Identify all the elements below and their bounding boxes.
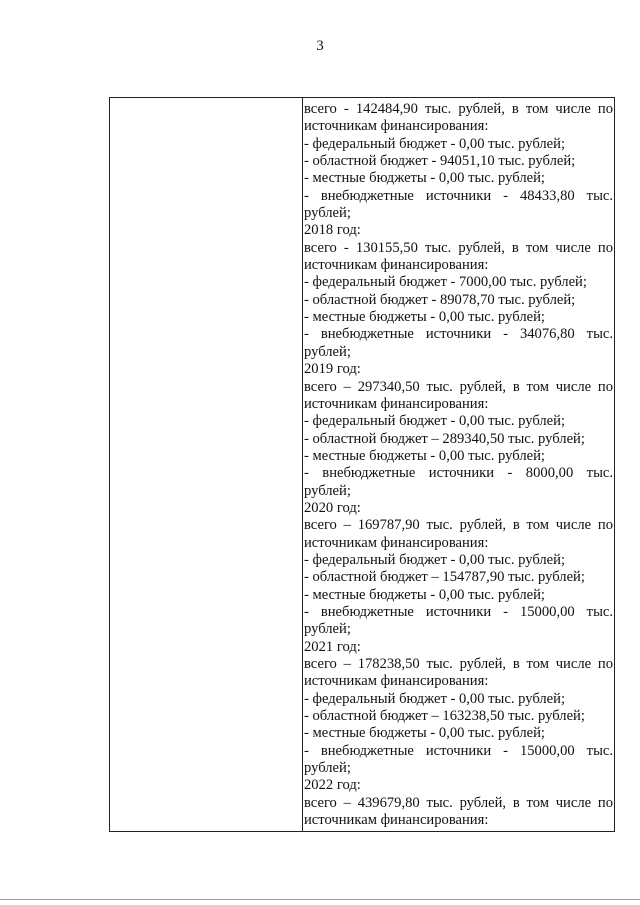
text-line: - федеральный бюджет - 0,00 тыс. рублей;: [304, 413, 566, 430]
text-line: - местные бюджеты - 0,00 тыс. рублей;: [304, 309, 545, 326]
text-line: всего – 169787,90 тыс. рублей, в том числе по: [304, 517, 613, 534]
text-line: - областной бюджет – 154787,90 тыс. рублей;: [304, 569, 585, 586]
text-line: - местные бюджеты - 0,00 тыс. рублей;: [304, 586, 545, 603]
text-line: - местные бюджеты - 0,00 тыс. рублей;: [304, 447, 545, 464]
text-line: - местные бюджеты - 0,00 тыс. рублей;: [304, 170, 545, 187]
text-line: - внебюджетные источники - 15000,00 тыс.: [304, 742, 613, 759]
text-line: - местные бюджеты - 0,00 тыс. рублей;: [304, 725, 545, 742]
text-line: 2022 год:: [304, 777, 361, 794]
text-line: 2019 год:: [304, 361, 361, 378]
text-line: - внебюджетные источники - 34076,80 тыс.: [304, 326, 613, 343]
text-line: источникам финансирования:: [304, 257, 489, 274]
text-line: всего – 178238,50 тыс. рублей, в том числе по: [304, 656, 613, 672]
text-line: - внебюджетные источники - 48433,80 тыс.: [304, 187, 613, 204]
financing-table: [109, 97, 615, 832]
text-line: рублей;: [304, 205, 351, 222]
text-line: - областной бюджет - 89078,70 тыс. рублей;: [304, 291, 576, 308]
text-line: источникам финансирования:: [304, 812, 489, 829]
text-line: источникам финансирования:: [304, 118, 489, 135]
text-line: - внебюджетные источники - 8000,00 тыс.: [304, 465, 613, 482]
text-line: источникам финансирования:: [304, 395, 489, 412]
text-line: - федеральный бюджет - 7000,00 тыс. рублей;: [304, 274, 587, 291]
text-line: 2018 год:: [304, 222, 361, 239]
text-line: рублей;: [304, 343, 351, 360]
text-line: - областной бюджет – 289340,50 тыс. рублей;: [304, 430, 585, 447]
text-line: - областной бюджет – 163238,50 тыс. рублей;: [304, 708, 585, 725]
page-bottom-rule: [0, 899, 640, 900]
table-right-cell: [304, 101, 613, 829]
text-line: 2021 год:: [304, 638, 361, 655]
text-line: - федеральный бюджет - 0,00 тыс. рублей;: [304, 551, 566, 568]
text-line: всего - 142484,90 тыс. рублей, в том числе по: [304, 101, 613, 117]
text-line: источникам финансирования:: [304, 673, 489, 690]
text-line: - внебюджетные источники - 15000,00 тыс.: [304, 603, 613, 620]
text-line: рублей;: [304, 482, 351, 499]
text-line: всего – 439679,80 тыс. рублей, в том числе по: [304, 794, 613, 811]
text-line: - федеральный бюджет - 0,00 тыс. рублей;: [304, 690, 566, 707]
text-line: источникам финансирования:: [304, 534, 489, 551]
text-line: всего - 130155,50 тыс. рублей, в том числе по: [304, 239, 613, 256]
table-left-cell: [110, 98, 303, 831]
text-line: рублей;: [304, 621, 351, 638]
text-line: - федеральный бюджет - 0,00 тыс. рублей;: [304, 135, 566, 152]
text-line: всего – 297340,50 тыс. рублей, в том числе по: [304, 378, 613, 395]
text-line: 2020 год:: [304, 499, 361, 516]
text-line: - областной бюджет - 94051,10 тыс. рублей;: [304, 153, 576, 170]
page-number: 3: [316, 38, 324, 54]
text-line: рублей;: [304, 760, 351, 777]
